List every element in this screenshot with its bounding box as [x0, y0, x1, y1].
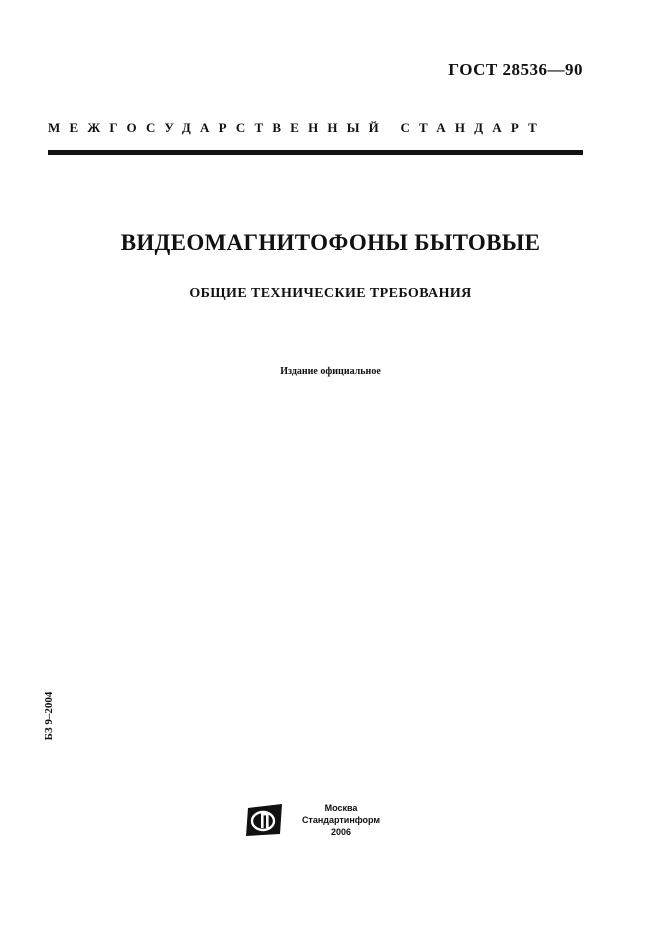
publisher-city: Москва: [324, 803, 358, 813]
publisher-name: Стандартинформ: [301, 815, 381, 825]
gost-number: ГОСТ 28536—90: [448, 60, 583, 79]
document-title: ВИДЕОМАГНИТОФОНЫ БЫТОВЫЕ: [120, 230, 541, 255]
publisher-block: [244, 802, 394, 842]
standard-kind-heading: МЕЖГОСУДАРСТВЕННЫЙ СТАНДАРТ: [48, 120, 547, 135]
document-subtitle: ОБЩИЕ ТЕХНИЧЕСКИЕ ТРЕБОВАНИЯ: [189, 286, 472, 301]
side-code: [42, 686, 56, 746]
publisher-text: [294, 802, 388, 838]
standartinform-logo-icon: [244, 804, 284, 836]
header-divider: [48, 150, 583, 155]
side-code-text: БЗ 9–2004: [43, 691, 55, 741]
publisher-year: 2006: [330, 827, 352, 837]
edition-label: Издание официальное: [280, 366, 381, 377]
